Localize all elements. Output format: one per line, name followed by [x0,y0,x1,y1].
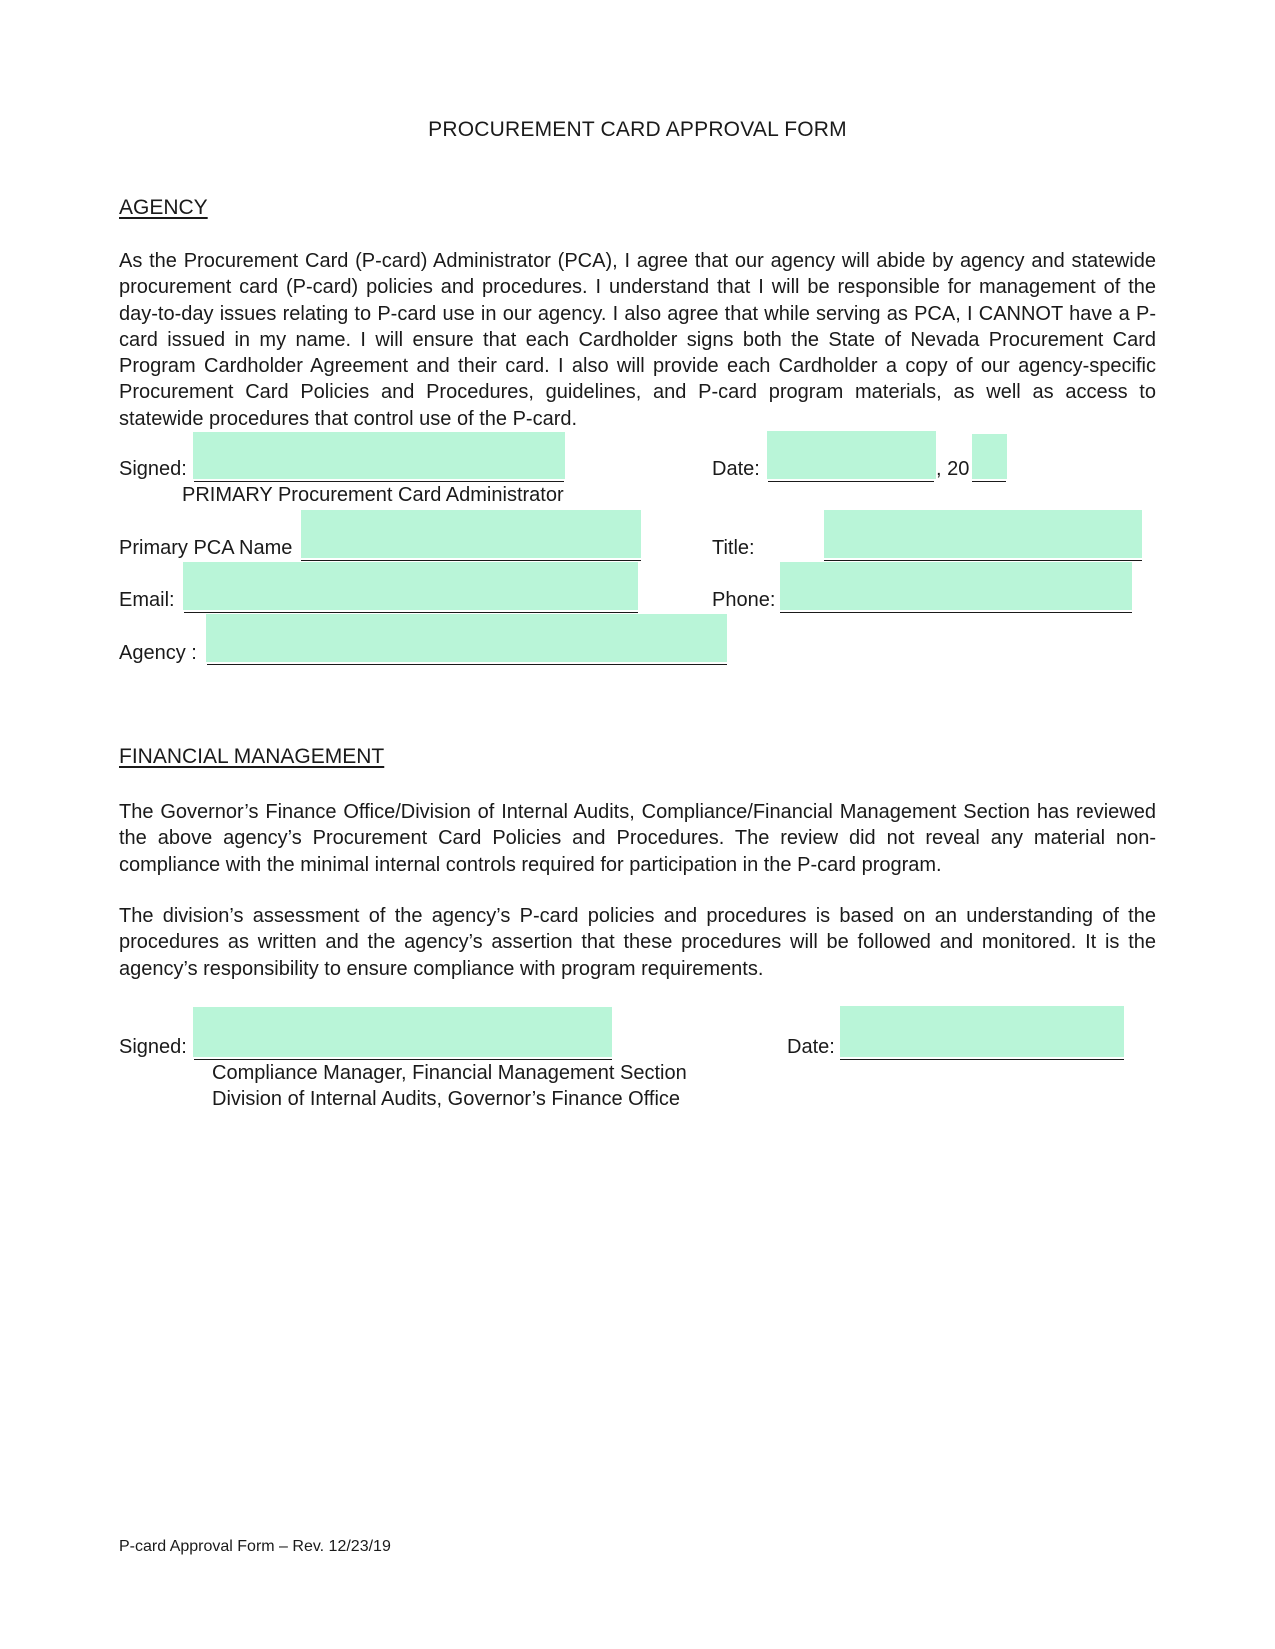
financial-signed-label: Signed: [119,1036,187,1058]
agency-date-field[interactable] [767,431,936,479]
agency-name-label: Agency : [119,642,197,664]
email-label: Email: [119,589,175,611]
agency-name-underline [207,664,727,665]
page-title: PROCUREMENT CARD APPROVAL FORM [428,118,847,141]
financial-paragraph-1: The Governor’s Finance Office/Division of Internal Audits, Compliance/Financial Management Section has reviewed the above agency’s Procurement Card Policies and Procedures. The review did not reveal any material non-compliance with the minimal internal controls required for participation in the P-card program. [119,801,1156,876]
financial-signature-field[interactable] [193,1007,612,1057]
agency-signed-label: Signed: [119,458,187,480]
agency-date-label: Date: [712,458,760,480]
agency-paragraph: As the Procurement Card (P-card) Administrator (PCA), I agree that our agency will abide by agency and statewide procurement card (P-card) policies and procedures. I understand that I will be responsible for management of the day-to-day issues relating to P-card use in our agency. I also agree that while serving as PCA, I CANNOT have a P-card issued in my name. I will ensure that each Cardholder signs both the State of Nevada Procurement Card Program Cardholder Agreement and their card. I also will provide each Cardholder a copy of our agency-specific Procurement Card Policies and Procedures, guidelines, and P-card program materials, as well as access to statewide procedures that control use of the P-card. [119,250,1156,430]
pca-name-underline [301,560,641,561]
financial-caption-line-2: Division of Internal Audits, Governor’s Finance Office [212,1088,681,1110]
phone-field[interactable] [780,562,1132,610]
agency-signed-caption: PRIMARY Procurement Card Administrator [182,484,564,506]
title-label: Title: [712,537,755,559]
financial-paragraph-2: The division’s assessment of the agency’s P-card policies and procedures is based on an understanding of the procedures as written and the agency’s assertion that these procedures will be followed and monitored. It is the agency’s responsibility to ensure compliance with program requirements. [119,905,1156,980]
financial-date-underline [840,1059,1124,1060]
agency-heading: AGENCY [119,196,208,219]
agency-year-field[interactable] [972,434,1007,479]
financial-date-label: Date: [787,1036,835,1058]
agency-date-underline [768,481,934,482]
email-field[interactable] [183,562,638,610]
agency-year-prefix: , 20 [936,458,970,480]
financial-signed-underline [194,1059,612,1060]
email-underline [184,612,638,613]
phone-underline [780,612,1132,613]
agency-year-underline [972,481,1006,482]
agency-name-field[interactable] [206,614,727,662]
pca-name-field[interactable] [301,510,641,558]
footer-revision: P-card Approval Form – Rev. 12/23/19 [119,1538,391,1555]
title-underline [824,560,1142,561]
financial-heading: FINANCIAL MANAGEMENT [119,745,385,768]
phone-label: Phone: [712,589,776,611]
financial-date-field[interactable] [840,1006,1124,1057]
pca-name-label: Primary PCA Name [119,537,293,559]
title-field[interactable] [824,510,1142,558]
agency-signature-field[interactable] [193,432,565,479]
agency-signed-underline [194,481,564,482]
financial-caption-line-1: Compliance Manager, Financial Management Section [212,1062,687,1084]
